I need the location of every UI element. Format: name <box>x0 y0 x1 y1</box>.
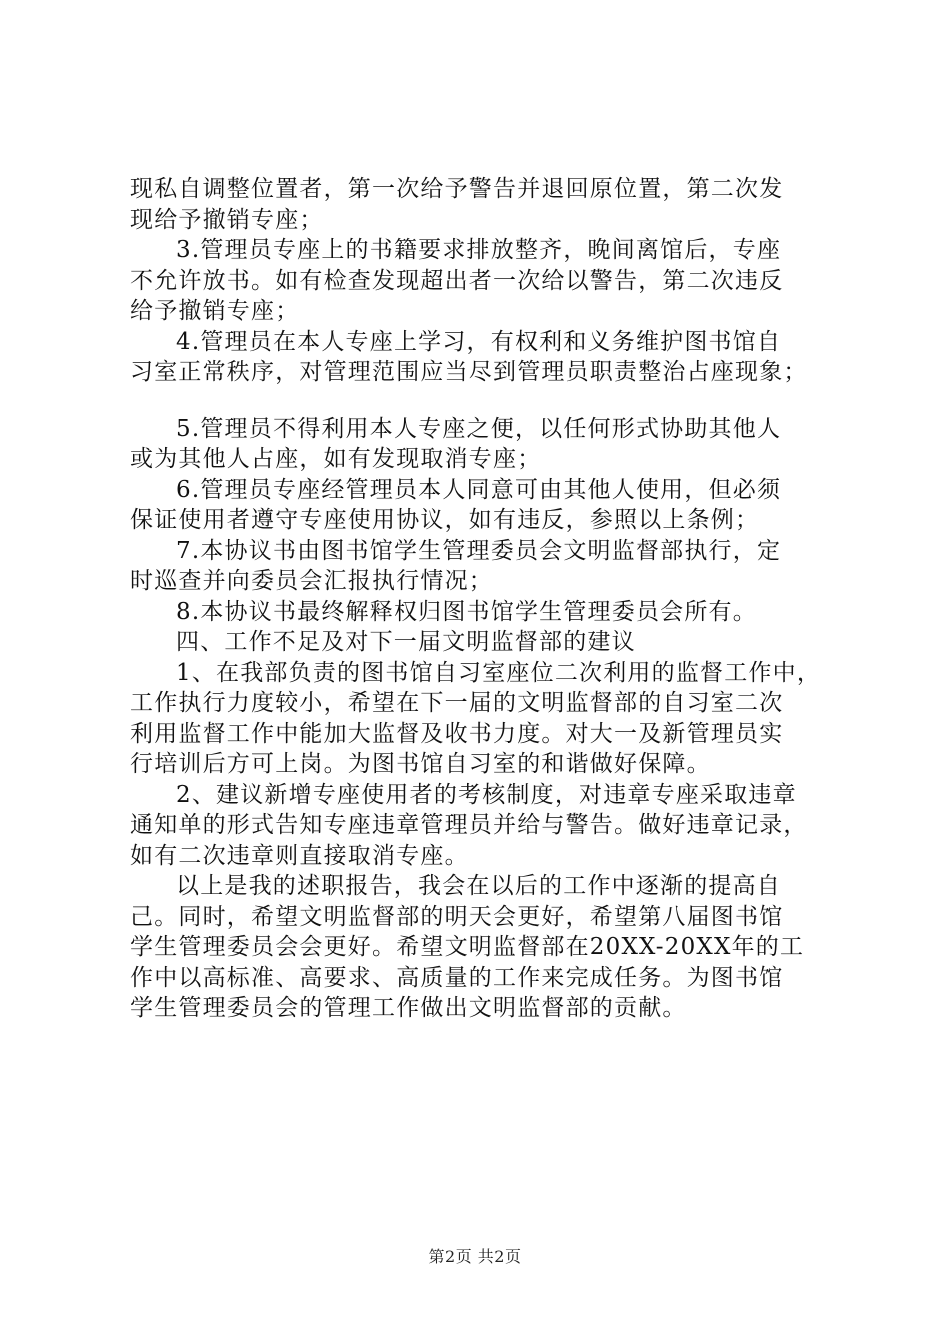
body-line: 作中以高标准、高要求、高质量的工作来完成任务。为图书馆 <box>130 964 784 991</box>
document-body <box>130 174 842 1024</box>
suggestion-item-1: 1、在我部负责的图书馆自习室座位二次利用的监督工作中， <box>176 659 822 686</box>
agreement-item-3: 3.管理员专座上的书籍要求排放整齐，晚间离馆后，专座 <box>176 237 782 263</box>
body-line: 如有二次违章则直接取消专座。 <box>130 842 469 869</box>
body-line: 给予撤销专座； <box>130 298 300 324</box>
body-line: 时巡查并向委员会汇报执行情况； <box>130 568 493 594</box>
body-line: 现私自调整位置者，第一次给予警告并退回原位置，第二次发 <box>130 176 784 202</box>
agreement-item-7: 7.本协议书由图书馆学生管理委员会文明监督部执行，定 <box>176 537 782 564</box>
agreement-item-5: 5.管理员不得利用本人专座之便，以任何形式协助其他人 <box>176 415 782 442</box>
closing-paragraph: 以上是我的述职报告，我会在以后的工作中逐渐的提高自 <box>176 873 781 899</box>
body-line: 行培训后方可上岗。为图书馆自习室的和谐做好保障。 <box>130 751 711 777</box>
body-line: 保证使用者遵守专座使用协议，如有违反，参照以上条例； <box>130 507 760 533</box>
body-line: 习室正常秩序，对管理范围应当尽到管理员职责整治占座现象； <box>130 359 808 385</box>
page-number-footer: 第2页 共2页 <box>428 1247 522 1266</box>
agreement-item-8: 8.本协议书最终解释权归图书馆学生管理委员会所有。 <box>176 598 757 625</box>
body-line: 学生管理委员会会更好。希望文明监督部在20XX-20XX年的工 <box>130 934 805 960</box>
body-line: 利用监督工作中能加大监督及收书力度。对大一及新管理员实 <box>130 720 784 747</box>
body-line: 现给予撤销专座； <box>130 206 324 233</box>
paragraph-gap <box>130 388 842 414</box>
body-line: 工作执行力度较小，希望在下一届的文明监督部的自习室二次 <box>130 690 784 716</box>
agreement-item-4: 4.管理员在本人专座上学习，有权利和义务维护图书馆自 <box>176 328 782 355</box>
body-line: 或为其他人占座，如有发现取消专座； <box>130 446 542 472</box>
suggestion-item-2: 2、建议新增专座使用者的考核制度，对违章专座采取违章 <box>176 781 797 808</box>
body-line: 己。同时，希望文明监督部的明天会更好，希望第八届图书馆 <box>130 903 784 930</box>
body-line: 不允许放书。如有检查发现超出者一次给以警告，第二次违反 <box>130 267 784 294</box>
body-line: 学生管理委员会的管理工作做出文明监督部的贡献。 <box>130 995 687 1021</box>
body-line: 通知单的形式告知专座违章管理员并给与警告。做好违章记录， <box>130 812 808 838</box>
agreement-item-6: 6.管理员专座经管理员本人同意可由其他人使用，但必须 <box>176 476 782 503</box>
section-heading: 四、工作不足及对下一届文明监督部的建议 <box>176 629 636 655</box>
